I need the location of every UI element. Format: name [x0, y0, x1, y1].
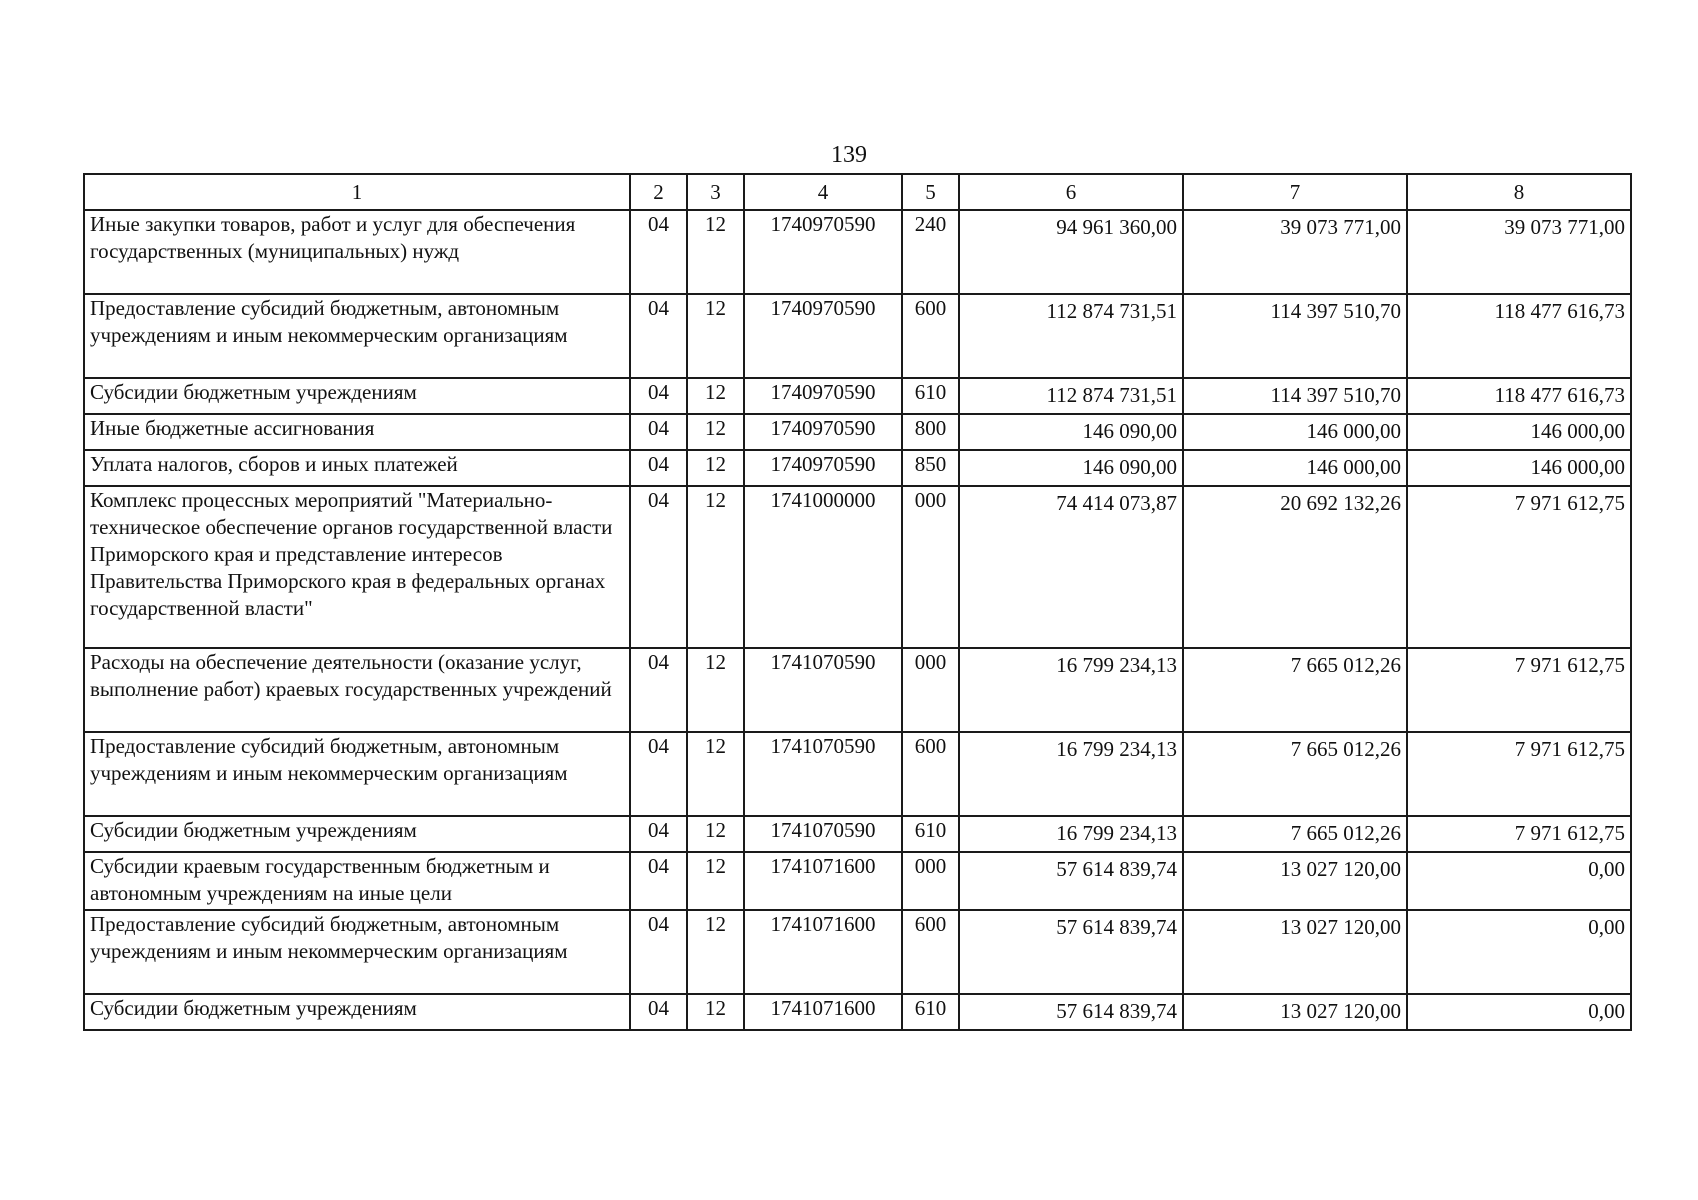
row-name-cell: Субсидии бюджетным учреждениям	[84, 994, 630, 1030]
row-target-article-cell: 1741071600	[744, 852, 902, 910]
amount-value: 112 874 731,51	[1046, 383, 1177, 407]
amount-value: 118 477 616,73	[1494, 299, 1625, 323]
row-name-cell: Комплекс процессных мероприятий "Материально-техническое обеспечение органов государственной власти Приморского края и представление интересов Правительства Приморского края в федеральных органах государственной власти"	[84, 486, 630, 648]
row-name-cell: Расходы на обеспечение деятельности (оказание услуг, выполнение работ) краевых государственных учреждений	[84, 648, 630, 732]
row-section-cell: 04	[630, 450, 687, 486]
table-row	[84, 414, 1631, 450]
row-target-article-cell: 1740970590	[744, 414, 902, 450]
amount-value: 146 090,00	[1082, 455, 1177, 479]
row-name-cell: Иные бюджетные ассигнования	[84, 414, 630, 450]
amount-value: 146 000,00	[1530, 455, 1625, 479]
row-amount-year3-cell	[1407, 648, 1631, 732]
amount-value: 146 000,00	[1306, 419, 1401, 443]
amount-value: 57 614 839,74	[1056, 915, 1177, 939]
row-amount-year1-cell	[959, 648, 1183, 732]
amount-value: 16 799 234,13	[1056, 821, 1177, 845]
row-target-article-cell: 1741070590	[744, 732, 902, 816]
row-subsection-cell: 12	[687, 648, 744, 732]
row-section-cell: 04	[630, 994, 687, 1030]
row-expense-type-cell: 850	[902, 450, 959, 486]
row-subsection-cell: 12	[687, 732, 744, 816]
row-subsection-cell: 12	[687, 994, 744, 1030]
row-amount-year2-cell	[1183, 210, 1407, 294]
amount-value: 13 027 120,00	[1280, 915, 1401, 939]
table-row	[84, 816, 1631, 852]
row-amount-year1-cell	[959, 210, 1183, 294]
row-name-cell: Предоставление субсидий бюджетным, автономным учреждениям и иным некоммерческим организациям	[84, 732, 630, 816]
amount-value: 146 090,00	[1082, 419, 1177, 443]
amount-value: 7 971 612,75	[1514, 491, 1625, 515]
amount-value: 146 000,00	[1306, 455, 1401, 479]
row-amount-year1-cell	[959, 852, 1183, 910]
row-expense-type-cell: 610	[902, 994, 959, 1030]
row-target-article-cell: 1740970590	[744, 378, 902, 414]
row-subsection-cell: 12	[687, 414, 744, 450]
row-amount-year1-cell	[959, 414, 1183, 450]
budget-table	[83, 173, 1632, 1031]
amount-value: 7 665 012,26	[1290, 821, 1401, 845]
amount-value: 16 799 234,13	[1056, 653, 1177, 677]
amount-value: 112 874 731,51	[1046, 299, 1177, 323]
row-section-cell: 04	[630, 210, 687, 294]
row-amount-year1-cell	[959, 994, 1183, 1030]
row-subsection-cell: 12	[687, 294, 744, 378]
row-section-cell: 04	[630, 378, 687, 414]
row-expense-type-cell: 600	[902, 294, 959, 378]
row-amount-year1-cell	[959, 450, 1183, 486]
row-amount-year1-cell	[959, 816, 1183, 852]
row-name-cell: Иные закупки товаров, работ и услуг для обеспечения государственных (муниципальных) нужд	[84, 210, 630, 294]
row-expense-type-cell: 000	[902, 852, 959, 910]
row-expense-type-cell: 000	[902, 648, 959, 732]
row-subsection-cell: 12	[687, 378, 744, 414]
row-expense-type-cell: 610	[902, 816, 959, 852]
row-target-article-cell: 1741070590	[744, 648, 902, 732]
amount-value: 39 073 771,00	[1504, 215, 1625, 239]
amount-value: 13 027 120,00	[1280, 999, 1401, 1023]
row-target-article-cell: 1741071600	[744, 910, 902, 994]
table-row	[84, 486, 1631, 648]
amount-value: 74 414 073,87	[1056, 491, 1177, 515]
row-expense-type-cell: 600	[902, 732, 959, 816]
row-amount-year2-cell	[1183, 486, 1407, 648]
table-row	[84, 450, 1631, 486]
amount-value: 20 692 132,26	[1280, 491, 1401, 515]
column-header: 7	[1183, 174, 1407, 210]
row-target-article-cell: 1741000000	[744, 486, 902, 648]
amount-value: 13 027 120,00	[1280, 857, 1401, 881]
row-expense-type-cell: 800	[902, 414, 959, 450]
row-section-cell: 04	[630, 732, 687, 816]
row-amount-year3-cell	[1407, 414, 1631, 450]
row-amount-year2-cell	[1183, 450, 1407, 486]
row-section-cell: 04	[630, 816, 687, 852]
row-amount-year2-cell	[1183, 994, 1407, 1030]
amount-value: 0,00	[1588, 915, 1625, 939]
row-subsection-cell: 12	[687, 486, 744, 648]
amount-value: 7 665 012,26	[1290, 653, 1401, 677]
amount-value: 114 397 510,70	[1270, 299, 1401, 323]
row-amount-year2-cell	[1183, 732, 1407, 816]
row-amount-year3-cell	[1407, 450, 1631, 486]
amount-value: 7 971 612,75	[1514, 653, 1625, 677]
row-section-cell: 04	[630, 414, 687, 450]
row-expense-type-cell: 240	[902, 210, 959, 294]
amount-value: 7 665 012,26	[1290, 737, 1401, 761]
page-number: 139	[831, 142, 867, 168]
row-expense-type-cell: 610	[902, 378, 959, 414]
row-amount-year3-cell	[1407, 732, 1631, 816]
amount-value: 16 799 234,13	[1056, 737, 1177, 761]
row-amount-year2-cell	[1183, 378, 1407, 414]
row-amount-year3-cell	[1407, 816, 1631, 852]
row-section-cell: 04	[630, 486, 687, 648]
amount-value: 146 000,00	[1530, 419, 1625, 443]
row-amount-year3-cell	[1407, 294, 1631, 378]
amount-value: 118 477 616,73	[1494, 383, 1625, 407]
row-amount-year3-cell	[1407, 852, 1631, 910]
row-amount-year3-cell	[1407, 994, 1631, 1030]
table-row	[84, 910, 1631, 994]
column-header: 4	[744, 174, 902, 210]
amount-value: 57 614 839,74	[1056, 857, 1177, 881]
amount-value: 39 073 771,00	[1280, 215, 1401, 239]
amount-value: 7 971 612,75	[1514, 737, 1625, 761]
row-amount-year2-cell	[1183, 816, 1407, 852]
row-name-cell: Предоставление субсидий бюджетным, автономным учреждениям и иным некоммерческим организациям	[84, 910, 630, 994]
amount-value: 0,00	[1588, 857, 1625, 881]
row-section-cell: 04	[630, 852, 687, 910]
table-row	[84, 994, 1631, 1030]
row-amount-year2-cell	[1183, 910, 1407, 994]
column-header: 2	[630, 174, 687, 210]
row-target-article-cell: 1740970590	[744, 210, 902, 294]
row-section-cell: 04	[630, 648, 687, 732]
row-name-cell: Уплата налогов, сборов и иных платежей	[84, 450, 630, 486]
row-name-cell: Субсидии бюджетным учреждениям	[84, 816, 630, 852]
row-target-article-cell: 1741070590	[744, 816, 902, 852]
row-target-article-cell: 1740970590	[744, 450, 902, 486]
column-header: 1	[84, 174, 630, 210]
column-header: 8	[1407, 174, 1631, 210]
column-header: 5	[902, 174, 959, 210]
row-amount-year1-cell	[959, 378, 1183, 414]
table-body	[84, 210, 1631, 1030]
row-subsection-cell: 12	[687, 852, 744, 910]
row-expense-type-cell: 600	[902, 910, 959, 994]
row-amount-year1-cell	[959, 486, 1183, 648]
row-amount-year3-cell	[1407, 910, 1631, 994]
table-row	[84, 732, 1631, 816]
table-row	[84, 210, 1631, 294]
column-header: 3	[687, 174, 744, 210]
row-target-article-cell: 1740970590	[744, 294, 902, 378]
row-amount-year2-cell	[1183, 648, 1407, 732]
row-amount-year1-cell	[959, 732, 1183, 816]
table-row	[84, 852, 1631, 910]
row-target-article-cell: 1741071600	[744, 994, 902, 1030]
amount-value: 7 971 612,75	[1514, 821, 1625, 845]
row-name-cell: Субсидии краевым государственным бюджетным и автономным учреждениям на иные цели	[84, 852, 630, 910]
row-section-cell: 04	[630, 294, 687, 378]
amount-value: 114 397 510,70	[1270, 383, 1401, 407]
table-row	[84, 378, 1631, 414]
row-amount-year3-cell	[1407, 486, 1631, 648]
row-subsection-cell: 12	[687, 450, 744, 486]
table-row	[84, 294, 1631, 378]
row-amount-year3-cell	[1407, 210, 1631, 294]
header-row	[84, 174, 1631, 210]
amount-value: 0,00	[1588, 999, 1625, 1023]
row-amount-year1-cell	[959, 910, 1183, 994]
row-amount-year3-cell	[1407, 378, 1631, 414]
amount-value: 94 961 360,00	[1056, 215, 1177, 239]
row-amount-year1-cell	[959, 294, 1183, 378]
row-subsection-cell: 12	[687, 816, 744, 852]
row-amount-year2-cell	[1183, 414, 1407, 450]
row-subsection-cell: 12	[687, 210, 744, 294]
column-header: 6	[959, 174, 1183, 210]
row-expense-type-cell: 000	[902, 486, 959, 648]
row-subsection-cell: 12	[687, 910, 744, 994]
table-row	[84, 648, 1631, 732]
row-name-cell: Субсидии бюджетным учреждениям	[84, 378, 630, 414]
amount-value: 57 614 839,74	[1056, 999, 1177, 1023]
row-amount-year2-cell	[1183, 294, 1407, 378]
row-amount-year2-cell	[1183, 852, 1407, 910]
row-name-cell: Предоставление субсидий бюджетным, автономным учреждениям и иным некоммерческим организациям	[84, 294, 630, 378]
row-section-cell: 04	[630, 910, 687, 994]
